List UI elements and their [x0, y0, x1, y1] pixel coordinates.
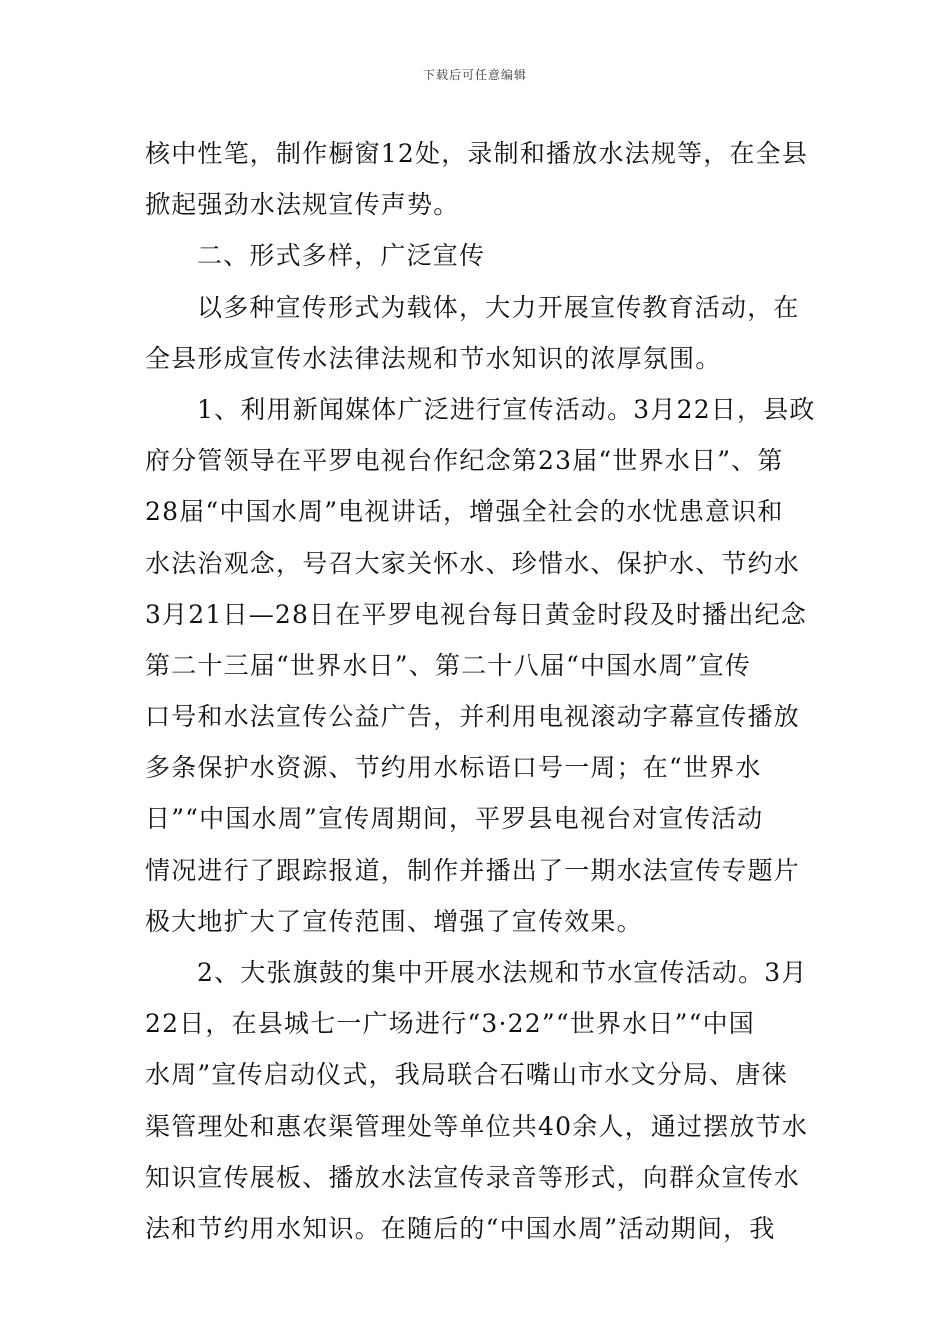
text-line: 1、利用新闻媒体广泛进行宣传活动。3月22日，县政 [197, 394, 816, 424]
text-line: 知识宣传展板、播放水法宣传录音等形式，向群众宣传水 [145, 1162, 801, 1192]
text-line: 3月21日—28日在平罗电视台每日黄金时段及时播出纪念 [145, 599, 807, 629]
text-line: 极大地扩大了宣传范围、增强了宣传效果。 [145, 906, 643, 936]
text-line: 以多种宣传形式为载体，大力开展宣传教育活动，在 [197, 292, 800, 322]
text-line: 日”“中国水周”宣传周期间，平罗县电视台对宣传活动 [145, 804, 764, 834]
text-line: 府分管领导在平罗电视台作纪念第23届“世界水日”、第 [145, 446, 784, 476]
text-line: 渠管理处和惠农渠管理处等单位共40余人，通过摆放节水 [145, 1111, 809, 1141]
text-line: 掀起强劲水法规宣传声势。 [145, 190, 460, 220]
text-line: 第二十三届“世界水日”、第二十八届“中国水周”宣传 [145, 650, 752, 680]
text-line: 水法治观念，号召大家关怀水、珍惜水、保护水、节约水 [145, 548, 801, 578]
document-body [145, 128, 816, 1254]
text-line: 口号和水法宣传公益广告，并利用电视滚动字幕宣传播放 [145, 702, 801, 732]
text-line: 水周”宣传启动仪式，我局联合石嘴山市水文分局、唐徕 [145, 1060, 788, 1090]
text-line: 22日，在县城七一广场进行“3·22”“世界水日”“中国 [145, 1009, 755, 1039]
text-line: 核中性笔，制作橱窗12处，录制和播放水法规等，在全县 [145, 139, 809, 168]
text-line: 2、大张旗鼓的集中开展水法规和节水宣传活动。3月 [197, 958, 808, 987]
text-line: 多条保护水资源、节约用水标语口号一周；在“世界水 [145, 753, 762, 783]
text-line: 法和节约用水知识。在随后的“中国水周”活动期间，我 [145, 1213, 776, 1243]
text-line: 情况进行了跟踪报道，制作并播出了一期水法宣传专题片 [145, 855, 801, 885]
page-header: 下载后可任意编辑 [422, 68, 527, 82]
text-line: 全县形成宣传水法律法规和节水知识的浓厚氛围。 [145, 343, 722, 373]
section-heading: 二、形式多样，广泛宣传 [197, 241, 486, 271]
text-line: 28届“中国水周”电视讲话，增强全社会的水忧患意识和 [145, 497, 784, 527]
